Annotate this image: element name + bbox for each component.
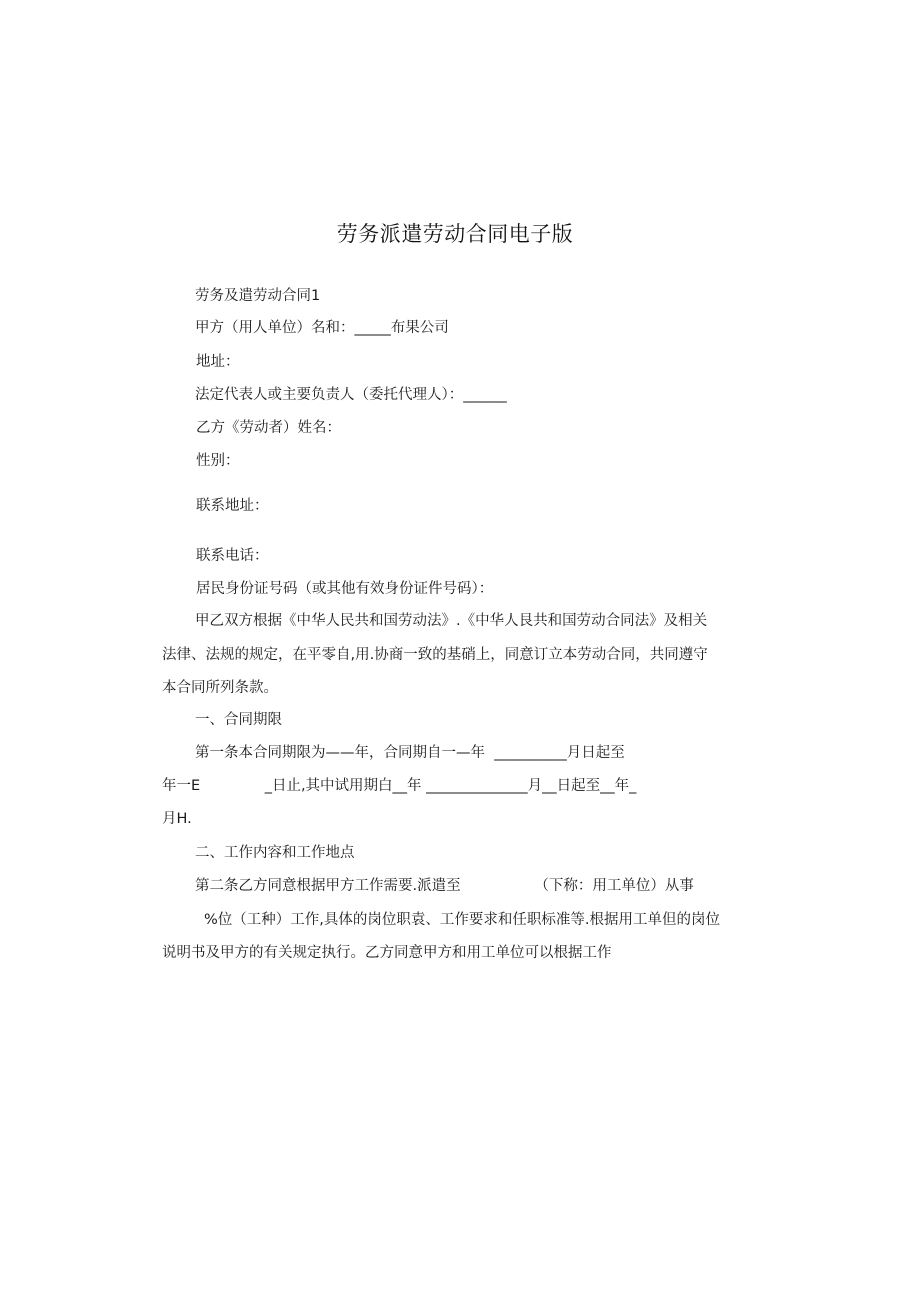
text-line: 联系电话： [196, 548, 269, 564]
text-line: 法律、法规的规定，在平零自,用.协商一致的基硝上，同意订立本劳动合同，共同遵守 [162, 647, 708, 663]
text-line: 乙方《劳动者）姓名： [196, 420, 341, 436]
text-line: 甲乙双方根据《中华人民共和国劳动法》.《中华人艮共和国劳动合同法》及相关 [195, 613, 708, 629]
text-line: 年一E _日止,其中试用期白__年 ______________月__日起至__年_ [162, 778, 637, 794]
text-line: 月H. [162, 811, 192, 827]
text-line: 性别： [196, 453, 240, 469]
text-line: 联系地址： [196, 498, 269, 514]
text-line: 劳务及遣劳动合同1 [195, 288, 321, 304]
text-line: 第一条本合同期限为——年，合同期自一—年 __________月日起至 [195, 745, 625, 761]
text-line: 一、合同期限 [195, 712, 282, 728]
text-line: 二、工作内容和工作地点 [195, 845, 355, 861]
text-line: 地址： [196, 354, 240, 370]
document-title: 劳务派遣劳动合同电子版 [336, 222, 574, 246]
text-line: 甲方（用人单位）名和：_____布果公司 [195, 320, 449, 336]
text-line: 第二条乙方同意根据甲方工作需要.派遣至 （下称：用工单位）从事 [195, 878, 694, 894]
text-line: 法定代表人或主要负责人（委托代理人）：______ [195, 387, 507, 403]
text-line: 说明书及甲方的有关规定执行。乙方同意甲方和用工单位可以根据工作 [162, 945, 612, 961]
text-line: 居民身份证号码（或其他有效身份证件号码）： [196, 581, 494, 597]
text-line: %位（工种）工作,具体的岗位职袁、工作要求和任职标准等.根据用工单但的岗位 [204, 912, 720, 928]
text-line: 本合同所列条款。 [162, 680, 278, 696]
